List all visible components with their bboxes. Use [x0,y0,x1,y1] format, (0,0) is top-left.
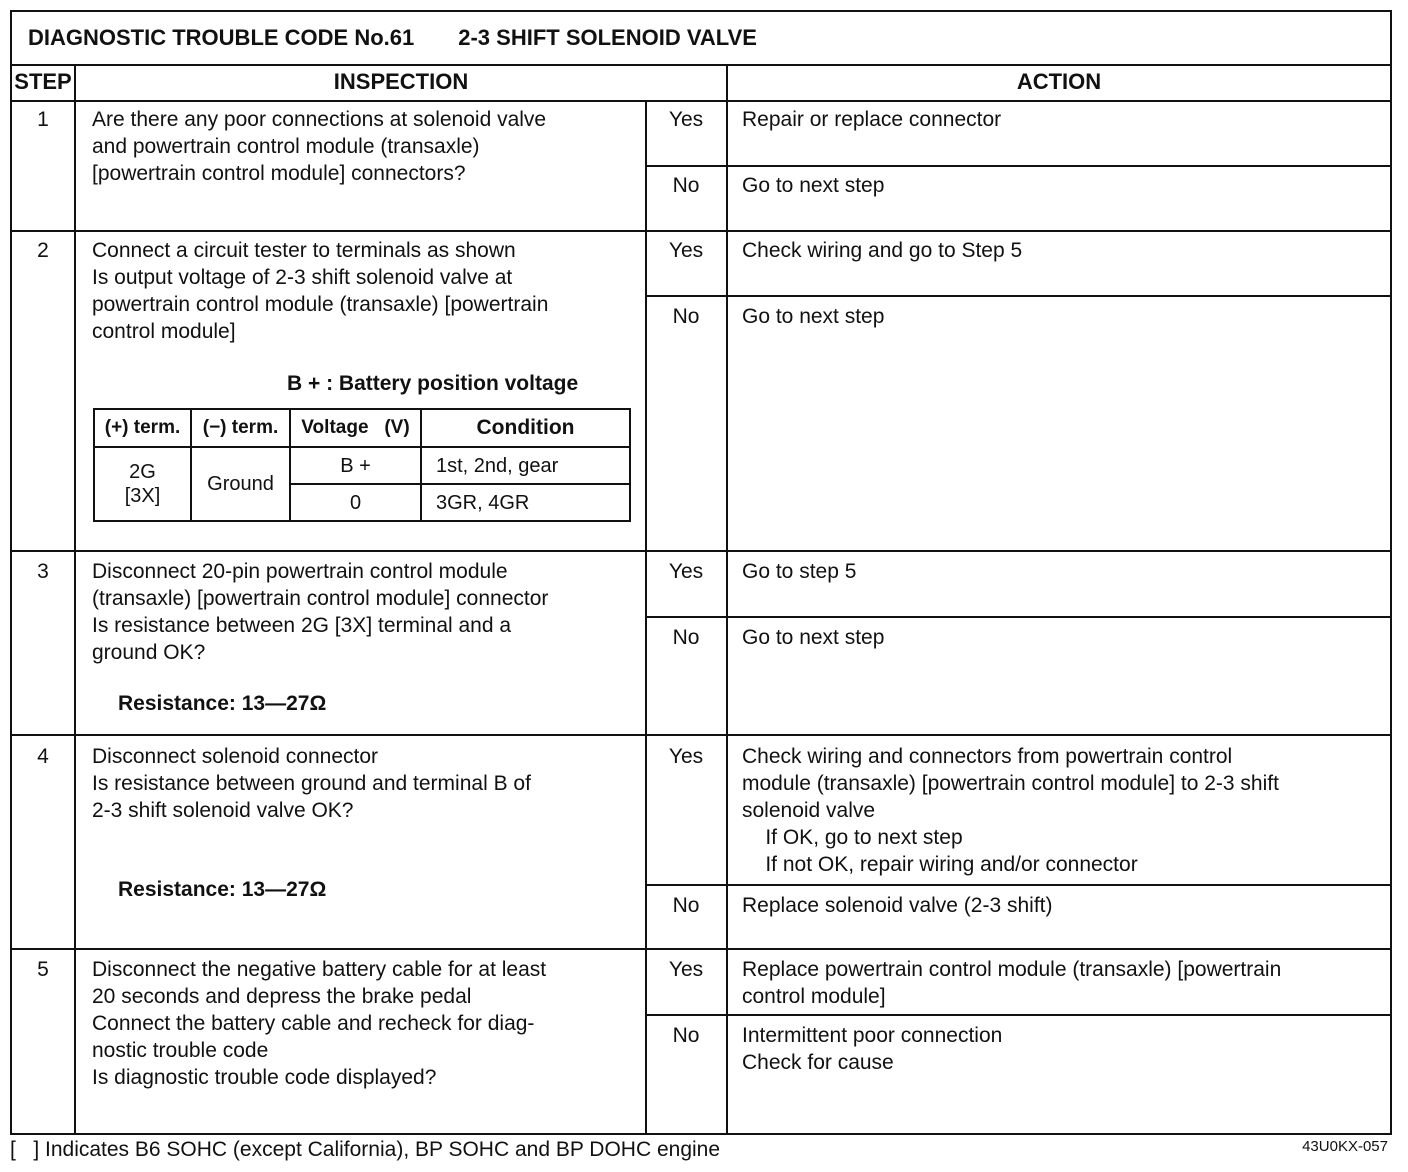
col-plus-term: (+) term. [104,417,181,438]
step-number: 2 [37,239,49,262]
trouble-code-table [10,10,1392,1135]
voltage-value: B + [340,454,371,477]
title-name: 2-3 SHIFT SOLENOID VALVE [458,25,757,50]
reference-code: 43U0KX-057 [1302,1138,1388,1155]
spec-note: Resistance: 13—27Ω [118,692,327,715]
condition-value: 1st, 2nd, gear [436,454,559,477]
divider [645,165,1390,167]
spec-note: Resistance: 13—27Ω [118,878,327,901]
yes-label: Yes [668,239,704,262]
yes-action: Replace powertrain control module (transaxle) [powertrain control module] [742,958,1282,1008]
condition-value: 3GR, 4GR [436,491,530,514]
no-action: Intermittent poor connection Check for cause [742,1024,1003,1074]
divider [12,550,1390,552]
voltage-table [93,408,631,522]
divider [12,230,1390,232]
yes-label: Yes [668,108,704,131]
step-inspection: Are there any poor connections at solenoid valve and powertrain control module (transaxle) [powertrain control module] connectors? [92,108,547,185]
header-action: ACTION [728,64,1390,102]
step-inspection: Disconnect 20-pin powertrain control module (transaxle) [powertrain control module] connector Is resistance between 2G [3X] terminal and a ground OK? [92,560,549,664]
footnote: [ ] Indicates B6 SOHC (except California), BP SOHC and BP DOHC engine [10,1138,721,1161]
no-label: No [672,626,700,649]
no-label: No [672,894,700,917]
spec-note: B + : Battery position voltage [287,372,579,395]
no-label: No [672,174,700,197]
col-voltage: Voltage (V) [301,417,410,438]
divider [645,1014,1390,1016]
yes-label: Yes [668,560,704,583]
step-number: 3 [37,560,49,583]
step-number: 4 [37,745,49,768]
no-action: Go to next step [742,626,885,649]
yes-action: Repair or replace connector [742,108,1002,131]
divider [12,734,1390,736]
no-action: Go to next step [742,174,885,197]
divider [12,948,1390,950]
step-number: 5 [37,958,49,981]
yes-action: Go to step 5 [742,560,857,583]
voltage-value: 0 [349,491,362,514]
title-code: DIAGNOSTIC TROUBLE CODE No.61 [28,25,415,50]
no-action: Go to next step [742,305,885,328]
no-label: No [672,305,700,328]
step-inspection: Disconnect solenoid connector Is resistance between ground and terminal B of 2-3 shift solenoid valve OK? [92,745,531,822]
divider [645,295,1390,297]
plus-term-value: 2G [3X] [124,461,161,507]
header-inspection: INSPECTION [76,64,726,102]
yes-action: Check wiring and go to Step 5 [742,239,1023,262]
header-step: STEP [12,64,74,102]
yes-label: Yes [668,745,704,768]
yes-label: Yes [668,958,704,981]
step-inspection: Disconnect the negative battery cable for at least 20 seconds and depress the brake pedal Connect the battery cable and recheck for diag- nostic trouble code Is diagnostic trouble code displayed? [92,958,547,1089]
no-action: Replace solenoid valve (2-3 shift) [742,894,1053,917]
page-title [12,12,1390,66]
col-minus-term: (−) term. [202,417,279,438]
step-inspection: Connect a circuit tester to terminals as shown Is output voltage of 2-3 shift solenoid valve at powertrain control module (transaxle) [powertrain control module] [92,239,549,343]
divider [645,884,1390,886]
step-number: 1 [37,108,49,131]
yes-action: Check wiring and connectors from powertrain control module (transaxle) [powertrain control module] to 2-3 shift solenoid valve If OK, go to next step If not OK, repair wiring and/or connector [742,745,1279,876]
divider [645,616,1390,618]
minus-term-value: Ground [207,473,274,495]
col-condition: Condition [476,416,575,439]
divider [74,64,76,1135]
no-label: No [672,1024,700,1047]
divider [726,64,728,1135]
